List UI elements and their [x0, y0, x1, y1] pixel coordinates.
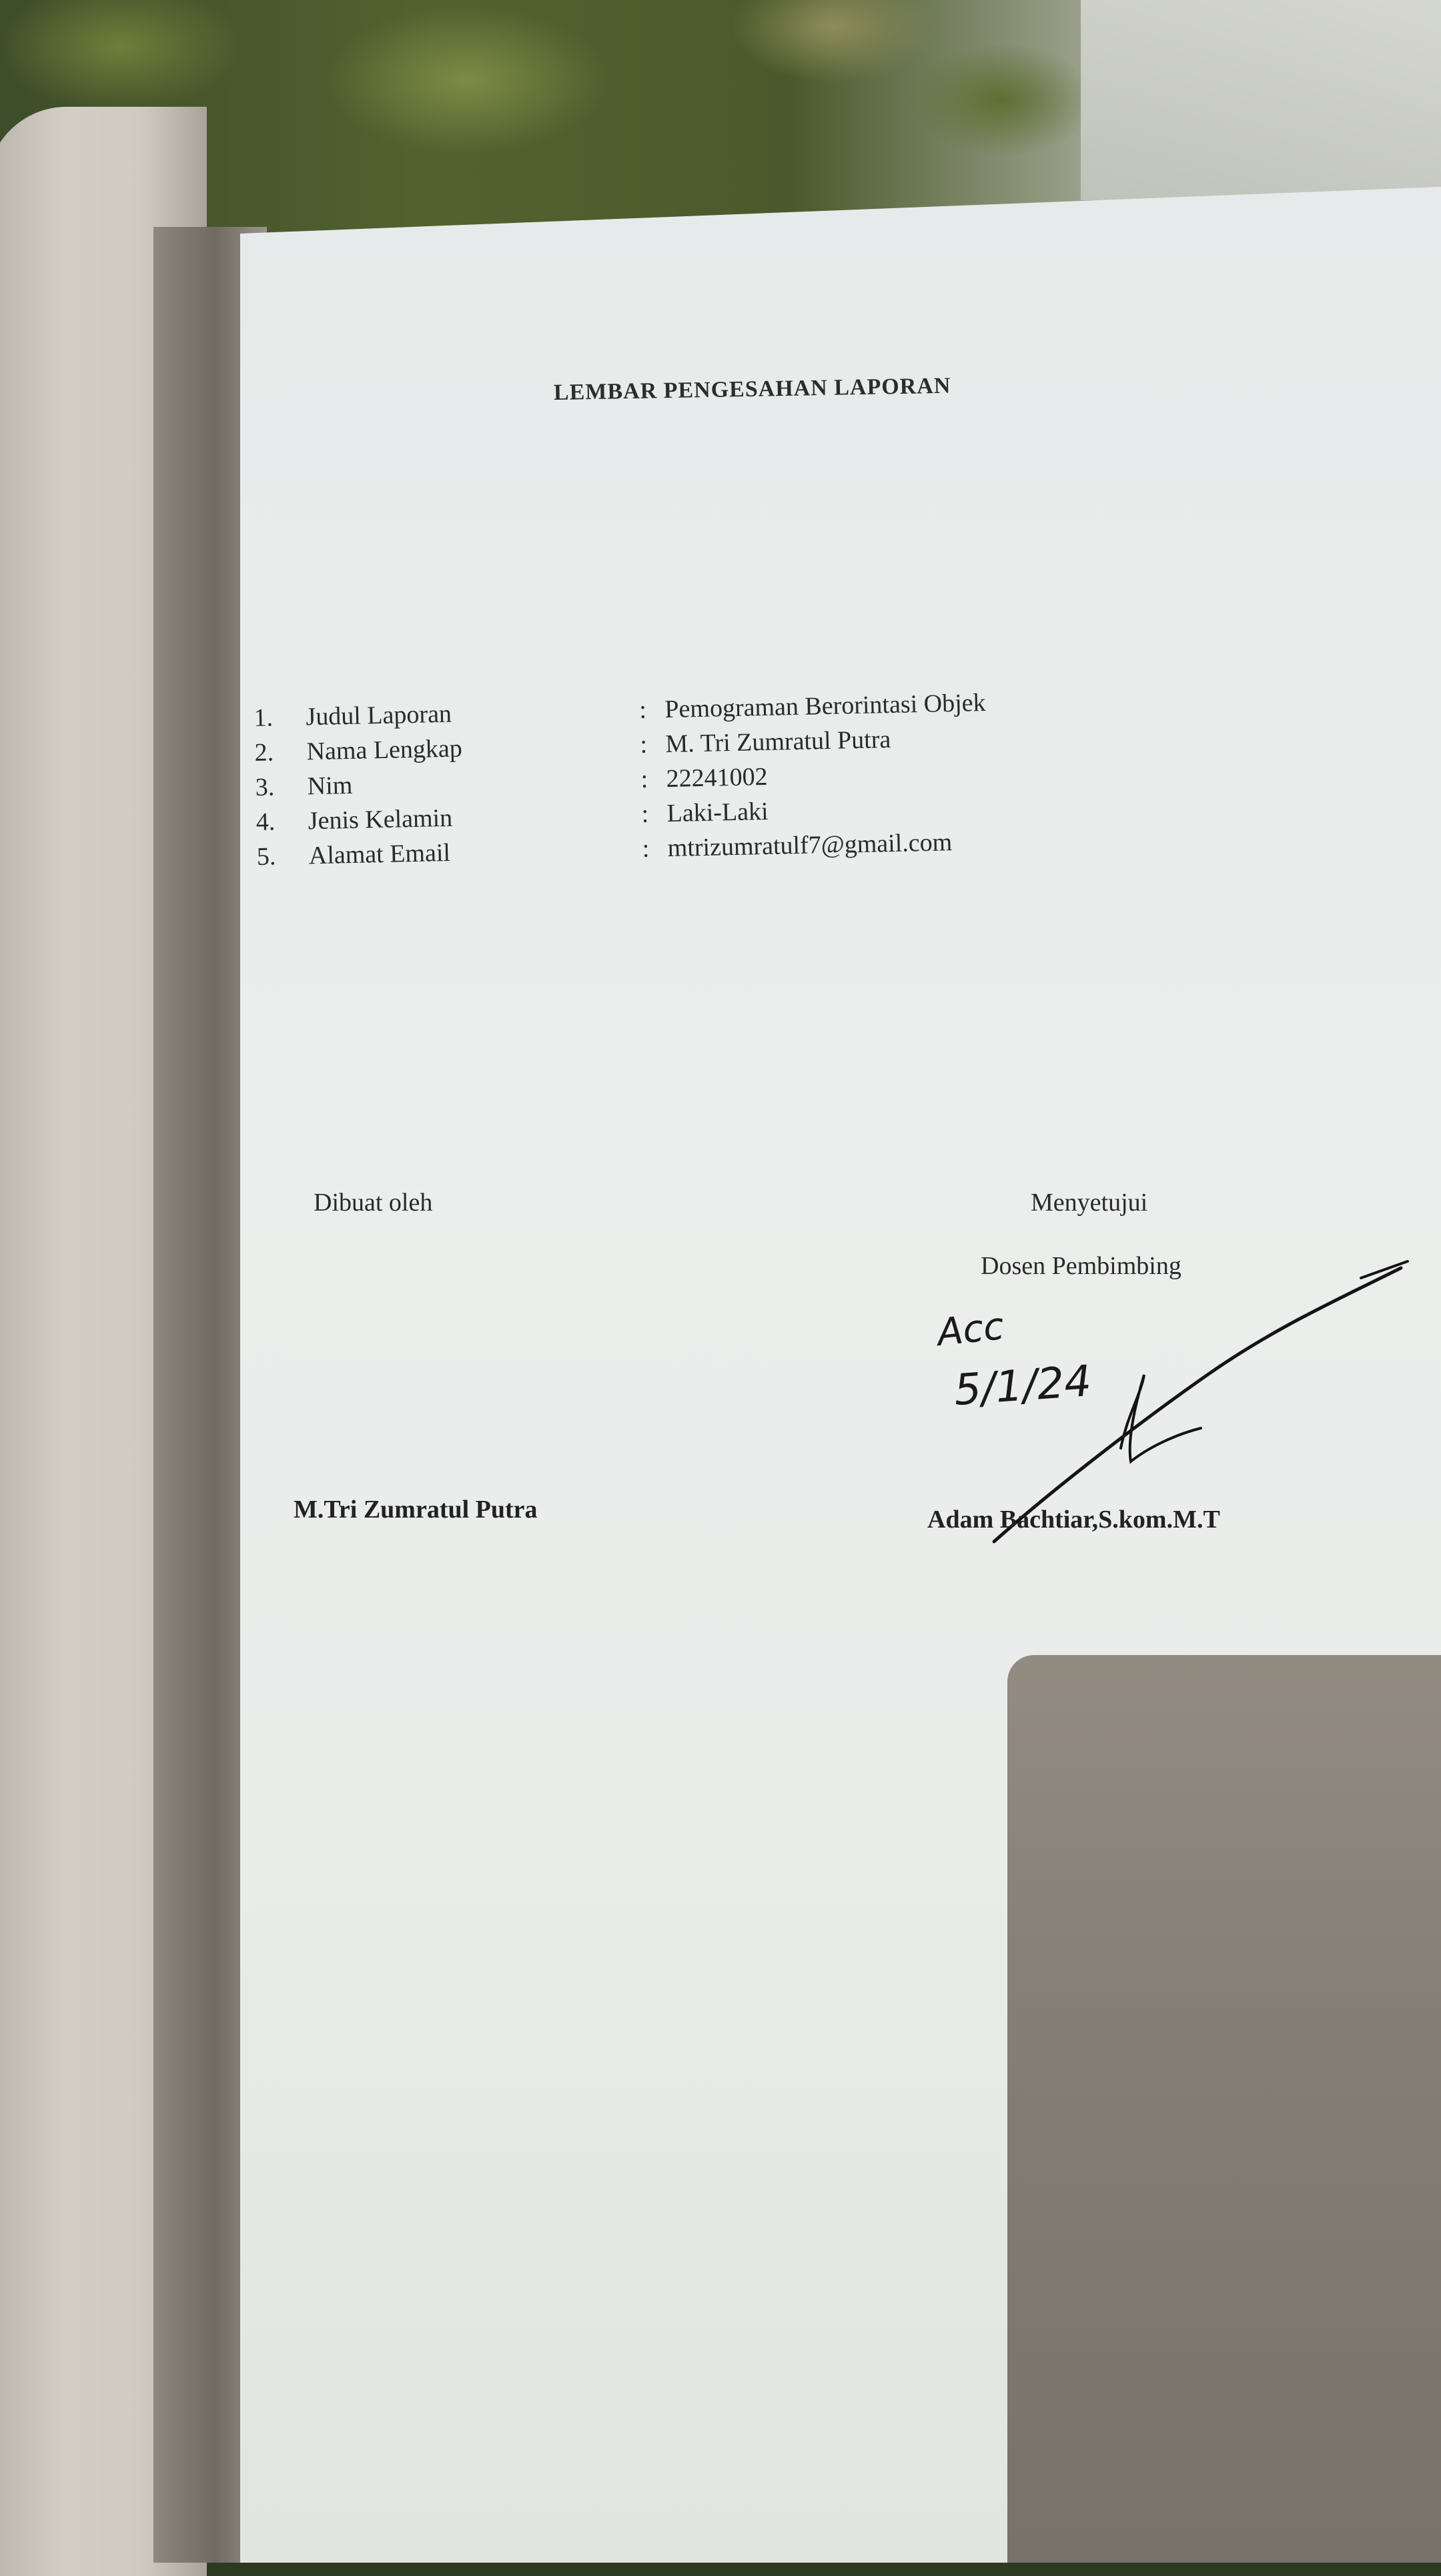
- info-separator: :: [642, 834, 650, 863]
- info-separator: :: [640, 730, 648, 759]
- info-separator: :: [640, 765, 648, 793]
- info-label: Judul Laporan: [306, 699, 452, 731]
- document-title: LEMBAR PENGESAHAN LAPORAN: [553, 373, 951, 405]
- handwritten-date: 5/1/24: [952, 1356, 1093, 1416]
- info-separator: :: [638, 695, 647, 724]
- info-number: 4.: [256, 808, 276, 836]
- info-number: 3.: [255, 773, 275, 801]
- approver-name: Adam Bachtiar,S.kom.M.T: [927, 1506, 1220, 1534]
- approver-role: Dosen Pembimbing: [981, 1252, 1181, 1280]
- author-name: M.Tri Zumratul Putra: [294, 1496, 538, 1524]
- info-number: 2.: [254, 738, 274, 767]
- approver-caption: Menyetujui: [1031, 1189, 1148, 1217]
- info-number: 5.: [256, 842, 276, 871]
- info-label: Jenis Kelamin: [308, 803, 453, 836]
- info-label: Alamat Email: [308, 838, 451, 870]
- info-number: 1.: [254, 703, 274, 732]
- author-caption: Dibuat oleh: [314, 1189, 433, 1217]
- info-value: Pemograman Berorintasi Objek: [664, 689, 986, 724]
- info-list: [254, 683, 1124, 874]
- info-separator: :: [641, 799, 649, 828]
- background-wall: [1081, 0, 1441, 200]
- info-value: M. Tri Zumratul Putra: [665, 725, 891, 759]
- info-label: Nama Lengkap: [306, 734, 463, 766]
- cast-shadow: [1007, 1655, 1441, 2563]
- info-value: mtrizumratulf7@gmail.com: [667, 828, 953, 863]
- info-value: Laki-Laki: [666, 797, 769, 828]
- signature-stroke-main: [994, 1268, 1401, 1542]
- handwritten-approval: Acc: [935, 1304, 1007, 1355]
- info-value: 22241002: [666, 762, 768, 793]
- info-label: Nim: [307, 771, 353, 801]
